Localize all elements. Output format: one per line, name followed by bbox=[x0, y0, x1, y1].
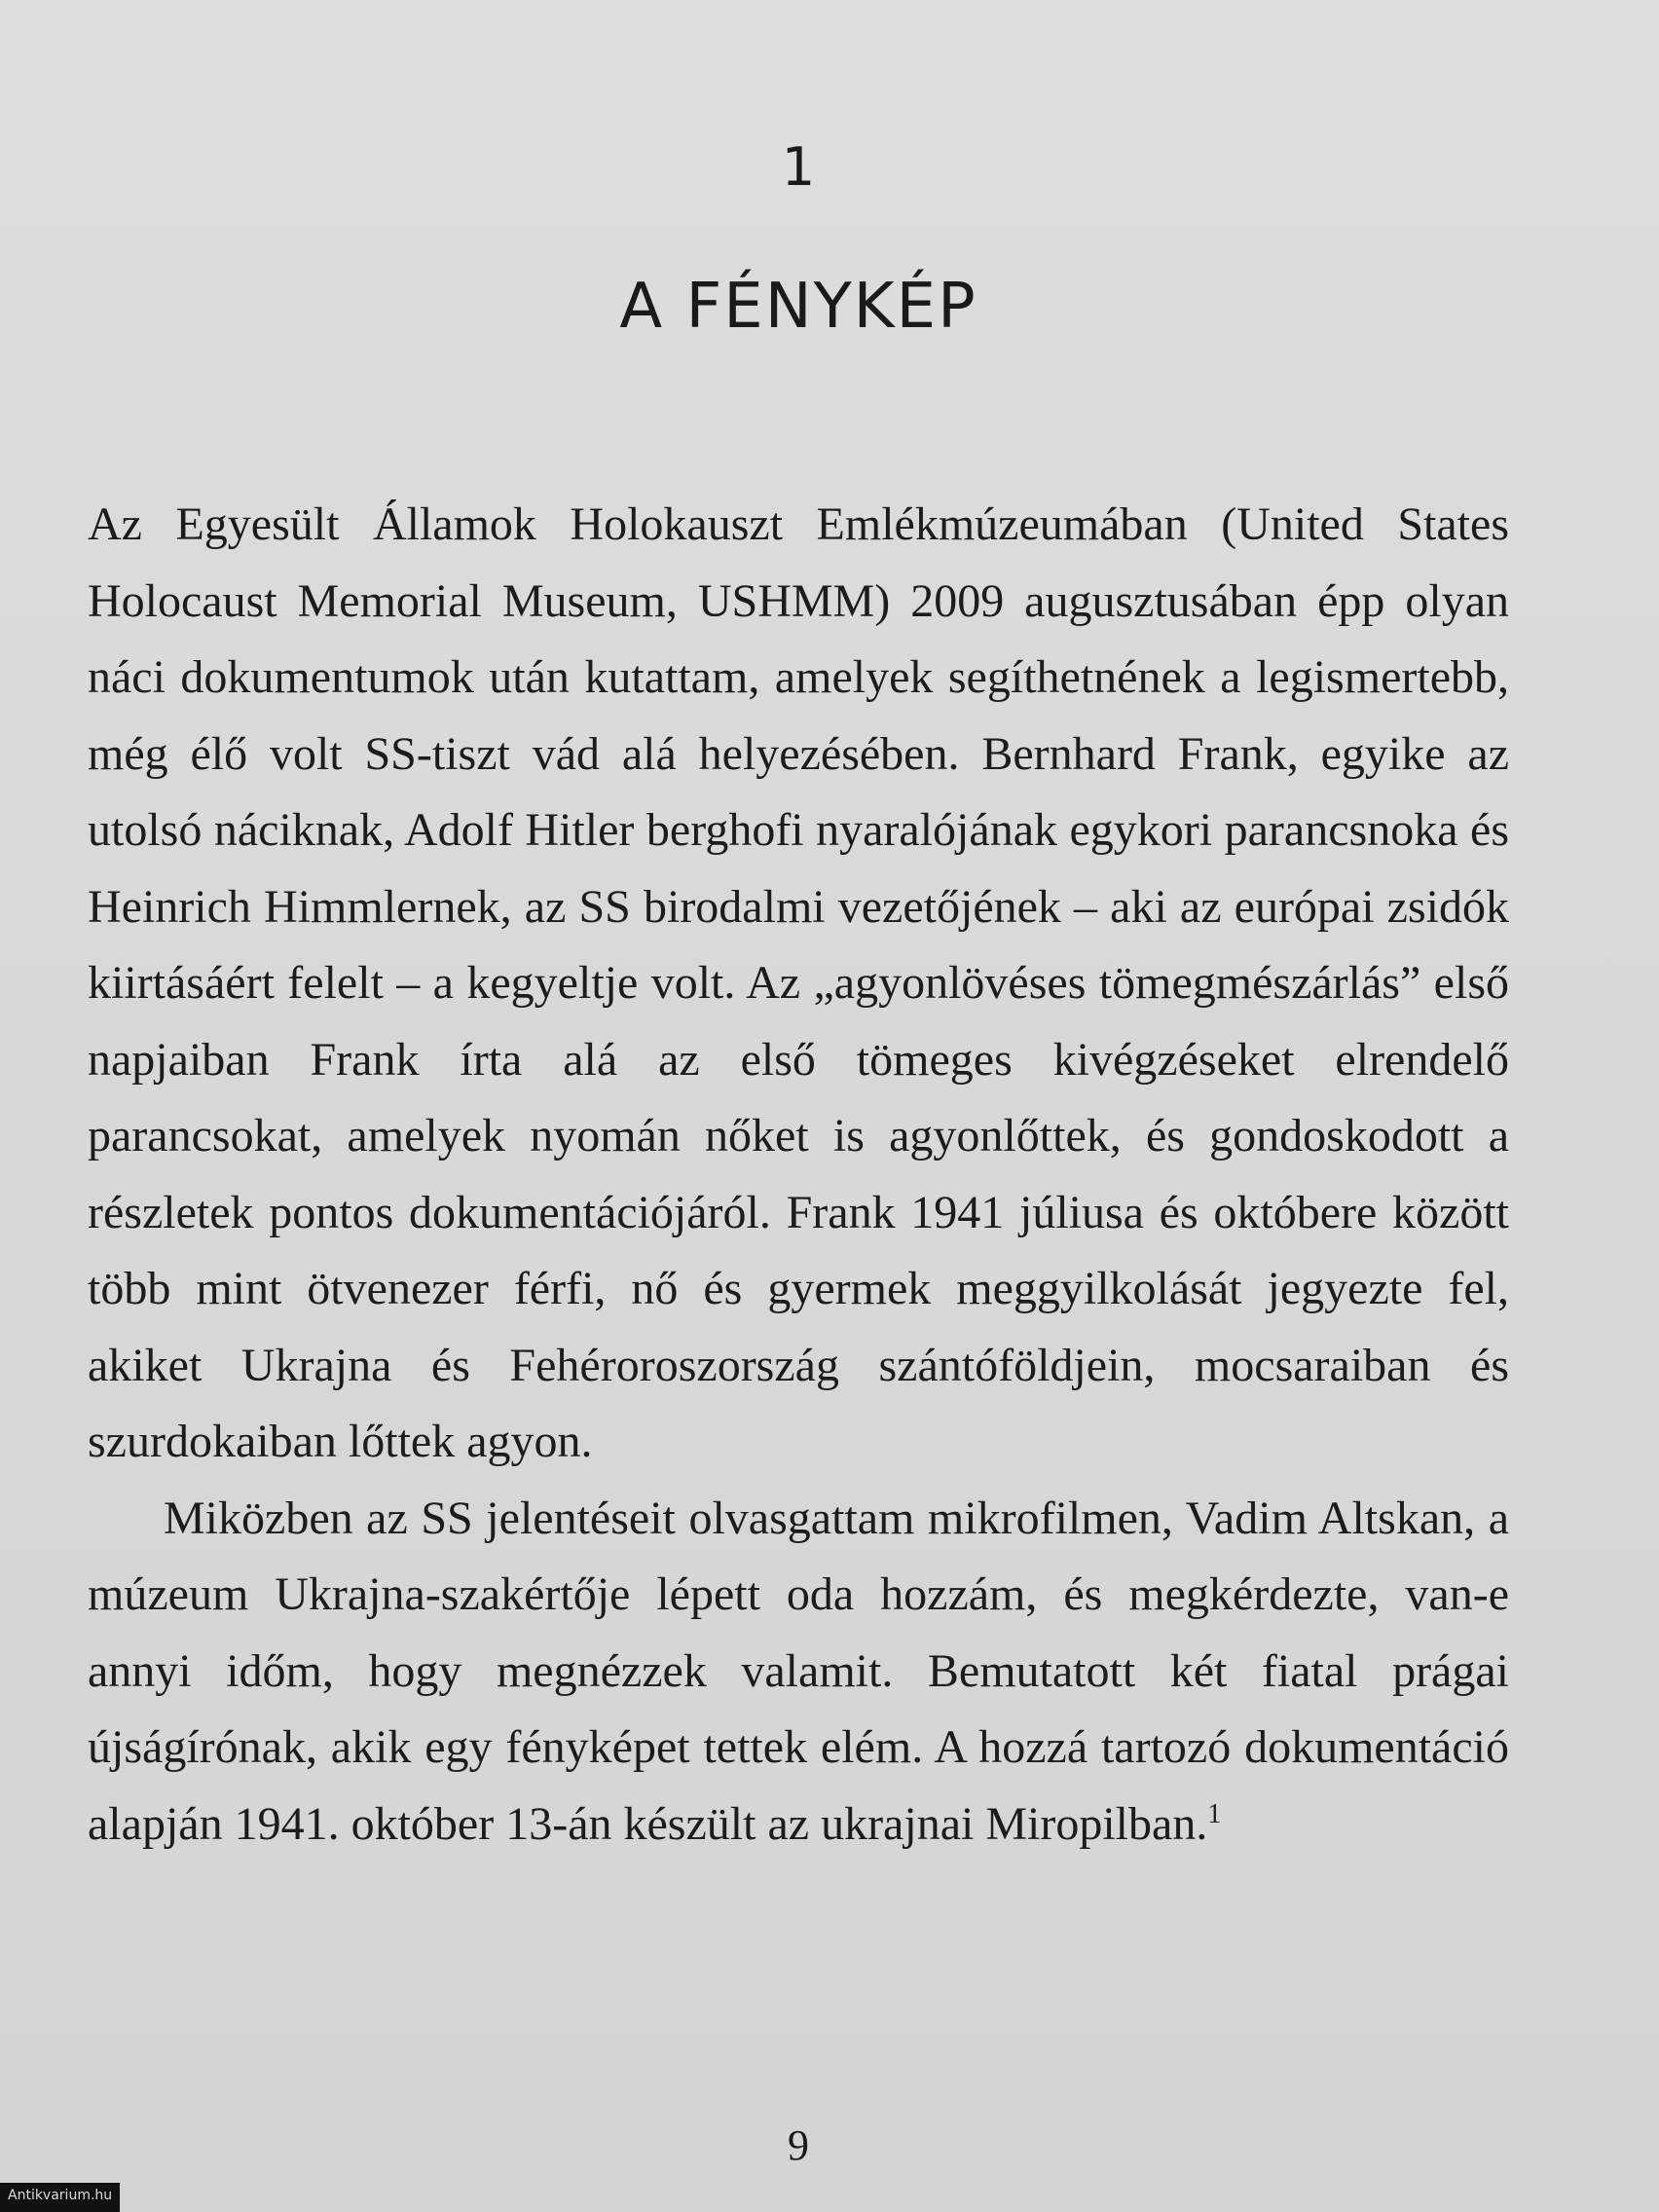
paragraph-2 bbox=[88, 1481, 1509, 1863]
paragraph-2-text: Miközben az SS jelentéseit olvasgattam mikrofilmen, Vadim Altskan, a múzeum Ukrajna-szakértője lépett oda hozzám, és megkérdezte, van-e annyi időm, hogy megnézzek valamit. Bemutatott két fiatal prágai újságírónak, akik egy fényképet tettek elém. A hozzá tartozó dokumentáció alapján 1941. október 13-án készült az ukrajnai Miropilban. bbox=[88, 1492, 1509, 1850]
watermark-label: Antikvarium.hu bbox=[0, 2183, 120, 2212]
page-number: 9 bbox=[788, 2121, 809, 2169]
paragraph-1: Az Egyesült Államok Holokauszt Emlékmúzeumában (United States Holocaust Memorial Museum, USHMM) 2009 augusztusában épp olyan náci dokumentumok után kutattam, amelyek segíthetnének a legismertebb, még élő volt SS-tiszt vád alá helyezésében. Bernhard Frank, egyike az utolsó náciknak, Adolf Hitler berghofi nyaralójának egykori parancsnoka és Heinrich Himmlernek, az SS birodalmi vezetőjének – aki az európai zsidók kiirtásáért felelt – a kegyeltje volt. Az „agyonlövéses tömegmészárlás” első napjaiban Frank írta alá az első tömeges kivégzéseket elrendelő parancsokat, amelyek nyomán nőket is agyonlőttek, és gondoskodott a részletek pontos dokumentációjáról. Frank 1941 júliusa és októbere között több mint ötvenezer férfi, nő és gyermek meggyilkolását jegyezte fel, akiket Ukrajna és Fehéroroszország szántóföldjein, mocsaraiban és szurdokaiban lőttek agyon. bbox=[88, 498, 1509, 1467]
chapter-title: A FÉNYKÉP bbox=[619, 271, 977, 343]
chapter-number: 1 bbox=[781, 136, 816, 198]
footnote-marker[interactable]: 1 bbox=[1207, 1798, 1222, 1829]
body-text bbox=[88, 487, 1509, 1862]
